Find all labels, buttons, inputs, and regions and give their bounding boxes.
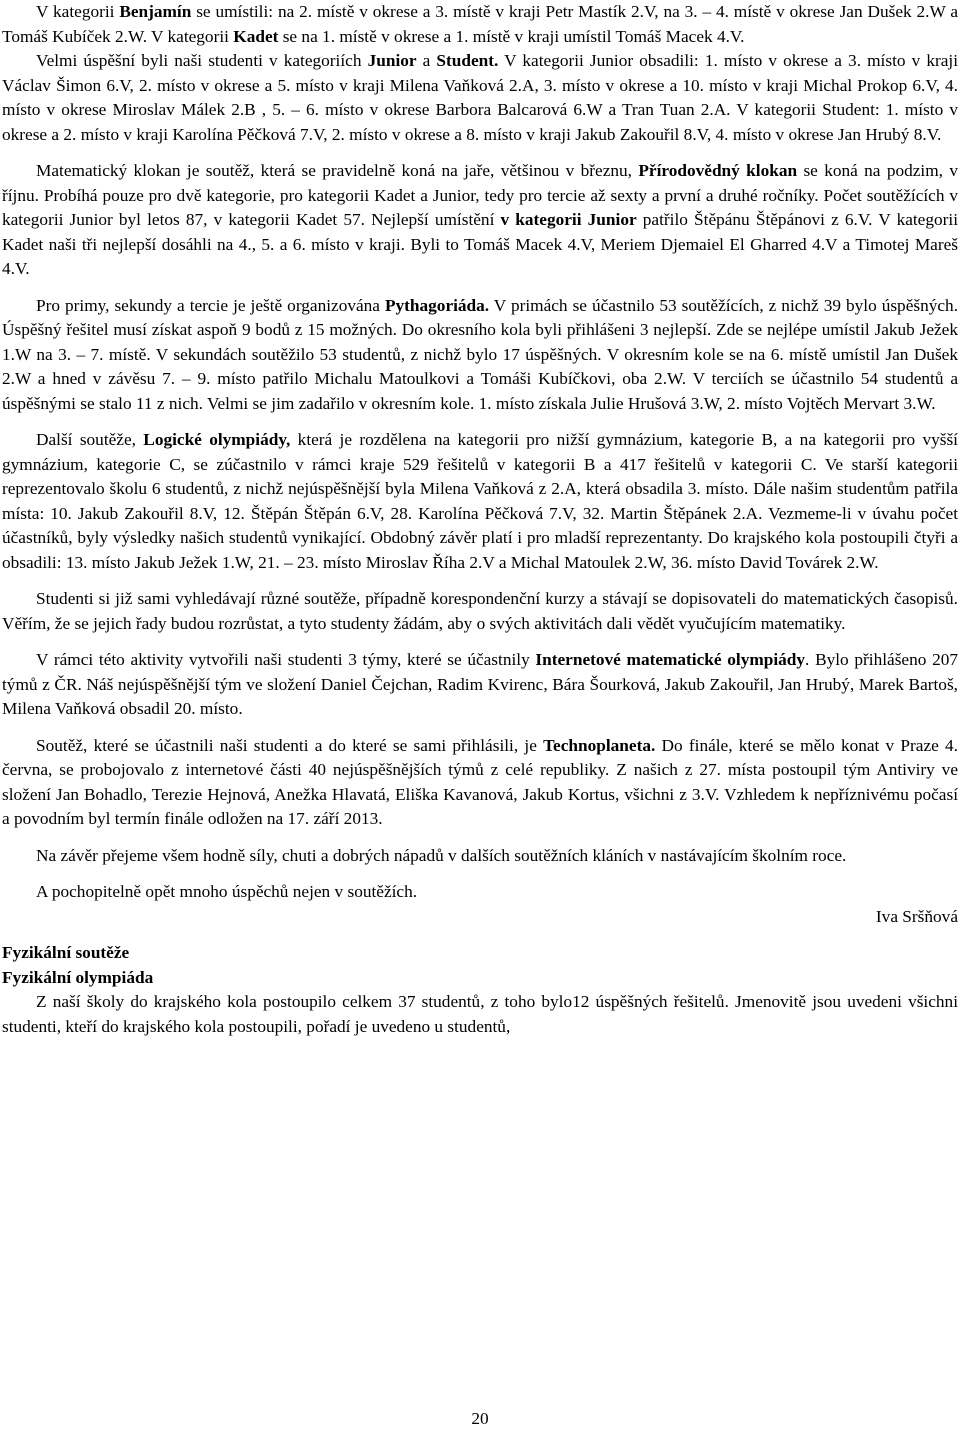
paragraph-klokan [2, 159, 958, 282]
text: V rámci této aktivity vytvořili naši studenti 3 týmy, které se účastnily [36, 650, 536, 669]
paragraph-zaver [2, 844, 958, 869]
text: Soutěž, které se účastnili naši studenti a do které se sami přihlásili, je [36, 735, 544, 755]
text: a [416, 51, 437, 70]
text: patřilo Štěpánu Štěpánovi z 6.V. V kategorii Kadet naši tři nejlepší dosáhli na 4., 5. a 6. místo v kraji. Byli to Tomáš Macek 4.V, Meriem Djemaiel El Gharred 4.V a Timotej Mareš 4.V. [2, 210, 958, 278]
paragraph-logicka-olympiada [2, 428, 958, 575]
paragraph-benjamin-kadet [2, 0, 958, 49]
text: se koná na podzim, v říjnu. Probíhá pouze pro dvě kategorie, pro kategorii Kadet a Junior, tedy pro tercie až sexty a první a druhé ročníky. Počet soutěžících v kategorii Junior byl letos 87, v kategorii Kadet 57. Nejlepší umístění [2, 161, 958, 229]
bold-term: Junior [367, 51, 417, 70]
text: . Bylo přihlášeno 207 týmů z ČR. Náš nejúspěšnější tým ve složení Daniel Čejchan, Radim Kvirenc, Bára Šourková, Jakub Zakouřil, Jan Hrubý, Marek Bartoš, Milena Vaňková obsadil 20. místo. [2, 650, 958, 718]
text: Pro primy, sekundy a tercie je ještě organizována [36, 295, 385, 315]
paragraph-korespondencni [2, 587, 958, 636]
paragraph-pythagoriada [2, 294, 958, 417]
author-signature: Iva Sršňová [875, 906, 958, 926]
bold-term: Benjamín [119, 2, 192, 21]
text: Z naší školy do krajského kola postoupilo celkem 37 studentů, z toho bylo12 úspěšných řešitelů. Jmenovitě jsou uvedeni všichni studenti, kteří do krajského kola postoupili, pořadí je uvedeno u studentů, [2, 992, 958, 1036]
bold-term: Technoplaneta. [543, 735, 656, 755]
text: Na závěr přejeme všem hodně síly, chuti a dobrých nápadů v dalších soutěžních kláních v nastávajícím školním roce. [36, 845, 847, 865]
paragraph-technoplaneta [2, 734, 958, 832]
bold-term: Pythagoriáda. [384, 295, 490, 315]
text: se na 1. místě v okrese a 1. místě v kraji umístil Tomáš Macek 4.V. [278, 26, 745, 46]
paragraph-prani [2, 880, 958, 905]
text: Do finále, které se mělo konat v Praze 4. června, se probojovalo z internetové části 40 nejúspěšnějších týmů z celé republiky. Z našich z 27. místa postoupil tým Antiviry ve složení Jan Bohadlo, Terezie Hejnová, Anežka Hlavatá, Eliška Kavanová, Jakub Kortus, všichni z 3.V. Vzhledem k nepříznivému počasí a povodním byl termín finále odložen na 17. září 2013. [2, 735, 958, 828]
text: A pochopitelně opět mnoho úspěchů nejen v soutěžích. [36, 882, 418, 901]
bold-term: Kadet [233, 26, 279, 46]
section-heading-fyzikalni-souteze: Fyzikální soutěže [2, 943, 130, 962]
text: která je rozdělena na kategorii pro nižší gymnázium, kategorie B, a na kategorii pro vyšší gymnázium, kategorie C, se zúčastnilo v rámci kraje 529 řešitelů v kategorii B a 417 řešitelů v kategorii C. Ve starší kategorii reprezentovalo školu 6 studentů, z nichž nejúspěšnější byla Milena Vaňková z 2.A, která obsadila 3. místo. Dále našim studentům patřila místa: 10. Jakub Zakouřil 8.V, 12. Štěpán Štěpán 6.V, 28. Karolína Pěčková 7.V, 32. Martin Štěpánek 2.A. Vezmeme-li v úvahu počet účastníků, byly výsledky našich studentů vynikající. Obdobný závěr platí i pro mladší reprezentanty. Do krajského kola postoupili čtyři a obsadili: 13. místo Jakub Ježek 1.W, 21. – 23. místo Miroslav Říha 2.V a Michal Matoulek 2.W, 36. místo David Továrek 2.W. [2, 430, 958, 572]
text: Matematický klokan je soutěž, která se pravidelně koná na jaře, většinou v březnu, [36, 161, 639, 180]
bold-term: Internetové matematické olympiády [535, 650, 806, 669]
subsection-heading-fyzikalni-olympiada: Fyzikální olympiáda [2, 967, 154, 987]
text: V kategorii Junior obsadili: 1. místo v okrese a 3. místo v kraji Václav Šimon 6.V, 2. místo v okrese a 5. místo v kraji Milena Vaňková 2.A, 3. místo v okrese a 10. místo v kraji Michal Prokop 6.V, 4. místo v okrese Miroslav Málek 2.B , 5. – 6. místo v okrese Barbora Balcarová 6.W a Tran Tuan 2.A. V kategorii Student: 1. místo v okrese a 2. místo v kraji Karolína Pěčková 7.V, 2. místo v okrese a 8. místo v kraji Jakub Zakouřil 8.V, 4. místo v okrese Jan Hrubý 8.V. [2, 51, 959, 144]
text: Další soutěže, [36, 430, 144, 449]
text: Velmi úspěšní byli naši studenti v kategoriích [36, 51, 368, 70]
bold-term: Student. [436, 51, 499, 70]
text: se umístili: na 2. místě v okrese a 3. místě v kraji Petr Mastík 2.V, na 3. – 4. místě v okrese Jan Dušek 2.W a Tomáš Kubíček 2.W. V kategorii [2, 2, 958, 46]
bold-term: v kategorii Junior [500, 210, 637, 229]
bold-term: Přírodovědný klokan [638, 161, 798, 180]
bold-term: Logické olympiády, [143, 430, 291, 449]
paragraph-junior-student [2, 49, 958, 147]
text: Studenti si již sami vyhledávají různé soutěže, případně korespondenční kurzy a stávají se dopisovateli do matematických časopisů. Věřím, že se jejich řady budou rozrůstat, a tyto studenty žádám, aby o svých aktivitách dali vědět vyučujícím matematiky. [2, 589, 958, 633]
text: V primách se účastnilo 53 soutěžících, z nichž 39 bylo úspěšných. Úspěšný řešitel musí získat aspoň 9 bodů z 15 možných. Do okresního kola byli přihlášeni 3 nejlepší. Zde se nejlépe umístil Jakub Ježek 1.W na 3. – 7. místě. V sekundách soutěžilo 53 studentů, z nichž bylo 17 úspěšných. V okresním kole se na 6. místě umístil Jan Dušek 2.W a hned v závěsu 7. – 9. místo patřilo Michalu Matoulkovi a Tomáši Kubíčkovi, oba 2.W. V terciích se účastnilo 54 studentů a úspěšnými se stalo 11 z nich. Velmi se jim zadařilo v okresním kole. 1. místo získala Julie Hrušová 3.W, 2. místo Vojtěch Mervart 3.W. [2, 295, 959, 413]
paragraph-internetova-olympiada [2, 648, 958, 722]
paragraph-fyzikalni-olympiada [2, 990, 958, 1039]
page-number: 20 [471, 1409, 489, 1428]
text: V kategorii [36, 2, 120, 21]
